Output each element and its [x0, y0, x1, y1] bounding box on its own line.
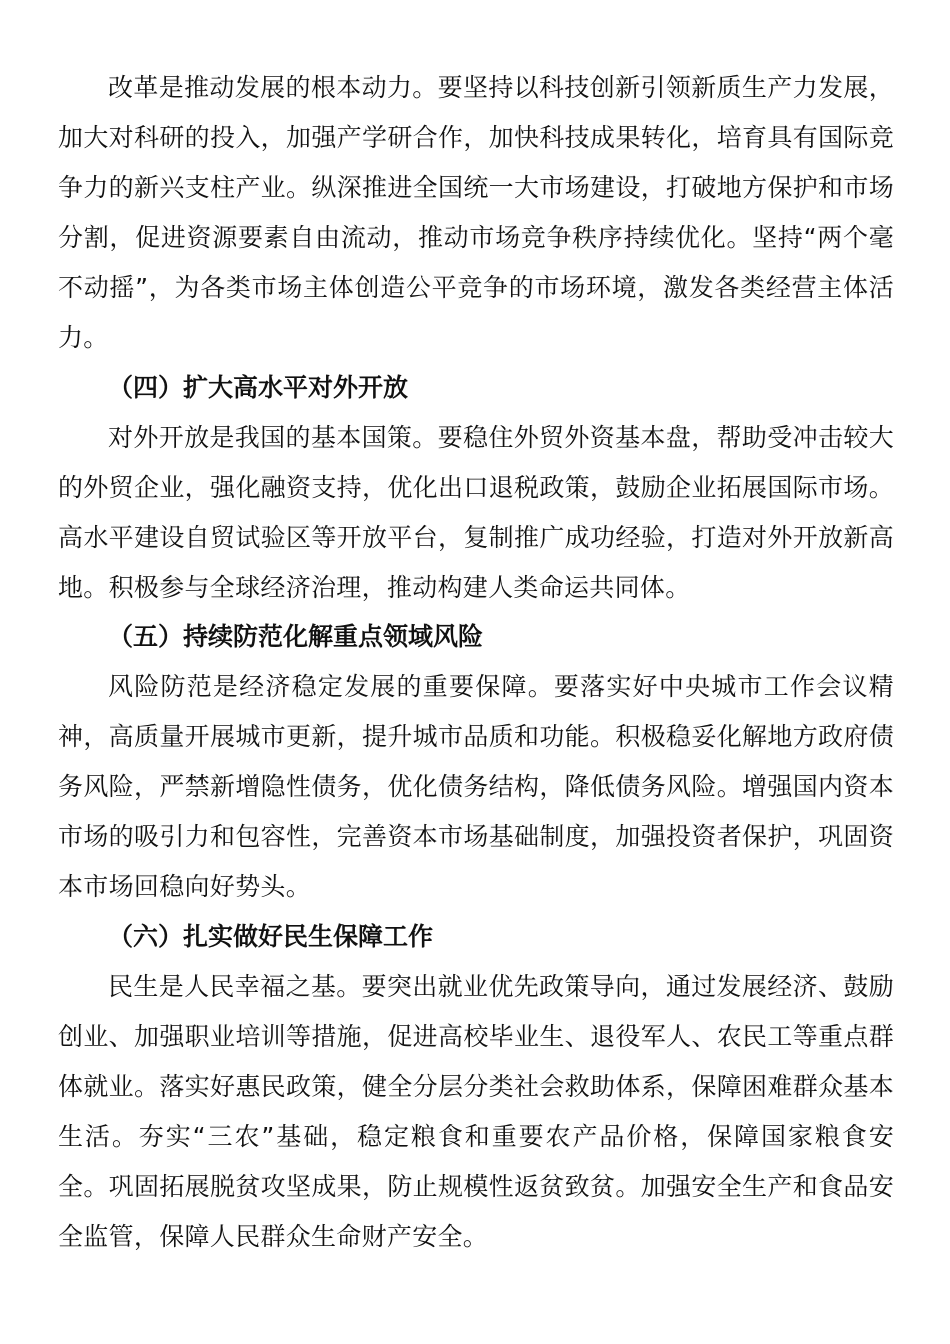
paragraph-livelihood: 民生是人民幸福之基。要突出就业优先政策导向，通过发展经济、鼓励创业、加强职业培训等措施，促进高校毕业生、退役军人、农民工等重点群体就业。落实好惠民政策，健全分层分类社会救助体系，保障困难群众基本生活。夯实“三农”基础，稳定粮食和重要农产品价格，保障国家粮食安全。巩固拓展脱贫攻坚成果，防止规模性返贫致贫。加强安全生产和食品安全监管，保障人民群众生命财产安全。	[58, 972, 894, 1251]
heading-opening-up: （四）扩大高水平对外开放	[108, 373, 409, 402]
heading-livelihood: （六）扎实做好民生保障工作	[108, 922, 434, 951]
paragraph-reform: 改革是推动发展的根本动力。要坚持以科技创新引领新质生产力发展，加大对科研的投入，加强产学研合作，加快科技成果转化，培育具有国际竞争力的新兴支柱产业。纵深推进全国统一大市场建设，打破地方保护和市场分割，促进资源要素自由流动，推动市场竞争秩序持续优化。坚持“两个毫不动摇”，为各类市场主体创造公平竞争的市场环境，激发各类经营主体活力。	[58, 73, 894, 352]
heading-risk-prevention: （五）持续防范化解重点领域风险	[108, 622, 484, 651]
paragraph-risk-prevention: 风险防范是经济稳定发展的重要保障。要落实好中央城市工作会议精神，高质量开展城市更新，提升城市品质和功能。积极稳妥化解地方政府债务风险，严禁新增隐性债务，优化债务结构，降低债务风险。增强国内资本市场的吸引力和包容性，完善资本市场基础制度，加强投资者保护，巩固资本市场回稳向好势头。	[58, 672, 894, 901]
paragraph-opening-up: 对外开放是我国的基本国策。要稳住外贸外资基本盘，帮助受冲击较大的外贸企业，强化融资支持，优化出口退税政策，鼓励企业拓展国际市场。高水平建设自贸试验区等开放平台，复制推广成功经验，打造对外开放新高地。积极参与全球经济治理，推动构建人类命运共同体。	[58, 423, 894, 602]
